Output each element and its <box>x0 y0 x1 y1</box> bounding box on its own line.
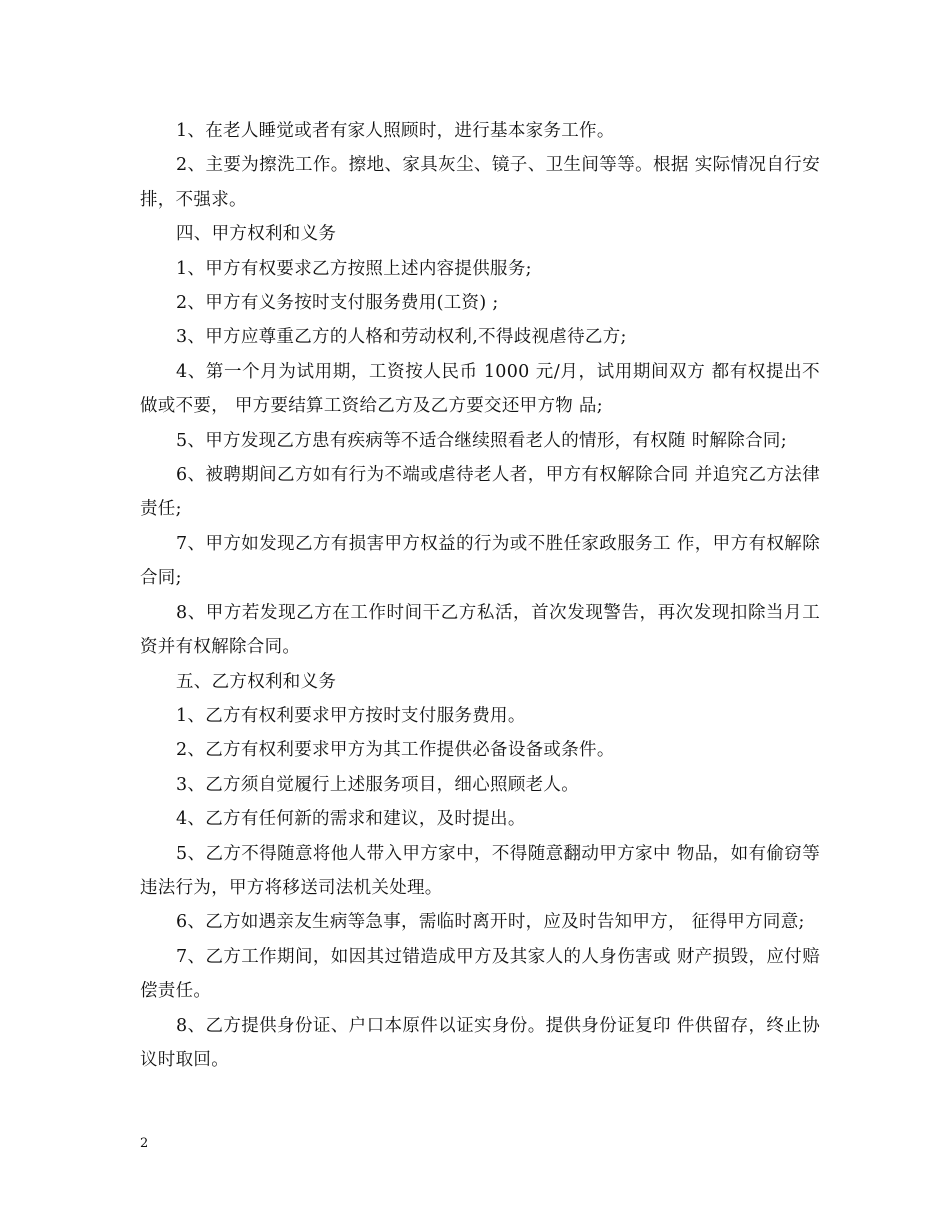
paragraph: 7、乙方工作期间，如因其过错造成甲方及其家人的人身伤害或 财产损毁，应付赔偿责任。 <box>140 946 820 1002</box>
paragraph: 2、乙方有权利要求甲方为其工作提供必备设备或条件。 <box>176 740 615 761</box>
paragraph: 6、被聘期间乙方如有行为不端或虐待老人者，甲方有权解除合同 并追究乙方法律责任; <box>140 465 820 520</box>
paragraph: 7、甲方如发现乙方有损害甲方权益的行为或不胜任家政服务工 作，甲方有权解除合同; <box>140 533 820 589</box>
paragraph: 2、甲方有义务按时支付服务费用(工资) ; <box>176 293 499 314</box>
paragraph: 6、乙方如遇亲友生病等急事，需临时离开时，应及时告知甲方， 征得甲方同意; <box>176 912 805 933</box>
paragraph: 3、甲方应尊重乙方的人格和劳动权利,不得歧视虐待乙方; <box>176 327 627 348</box>
paragraph: 1、在老人睡觉或者有家人照顾时，进行基本家务工作。 <box>176 121 615 141</box>
paragraph: 5、甲方发现乙方患有疾病等不适合继续照看老人的情形，有权随 时解除合同; <box>176 430 787 451</box>
paragraph: 3、乙方须自觉履行上述服务项目，细心照顾老人。 <box>176 774 580 795</box>
paragraph: 1、乙方有权利要求甲方按时支付服务费用。 <box>176 705 526 726</box>
paragraph: 1、甲方有权要求乙方按照上述内容提供服务; <box>176 258 532 279</box>
section-heading: 四、甲方权利和义务 <box>176 224 337 245</box>
paragraph: 2、主要为擦洗工作。擦地、家具灰尘、镜子、卫生间等等。根据 实际情况自行安排，不强求。 <box>140 155 820 210</box>
paragraph: 8、乙方提供身份证、户口本原件以证实身份。提供身份证复印 件供留存，终止协议时取回。 <box>140 1015 820 1070</box>
paragraph: 4、第一个月为试用期，工资按人民币 1000 元/月，试用期间双方 都有权提出不做或不要， 甲方要结算工资给乙方及乙方要交还甲方物 品; <box>140 361 820 417</box>
paragraph: 4、乙方有任何新的需求和建议，及时提出。 <box>176 809 526 830</box>
page-number: 2 <box>140 1136 149 1151</box>
document-body <box>140 114 820 1077</box>
paragraph: 5、乙方不得随意将他人带入甲方家中，不得随意翻动甲方家中 物品，如有偷窃等违法行为，甲方将移送司法机关处理。 <box>140 843 820 898</box>
paragraph: 8、甲方若发现乙方在工作时间干乙方私活，首次发现警告，再次发现扣除当月工资并有权解除合同。 <box>140 602 820 658</box>
section-heading: 五、乙方权利和义务 <box>176 671 337 692</box>
